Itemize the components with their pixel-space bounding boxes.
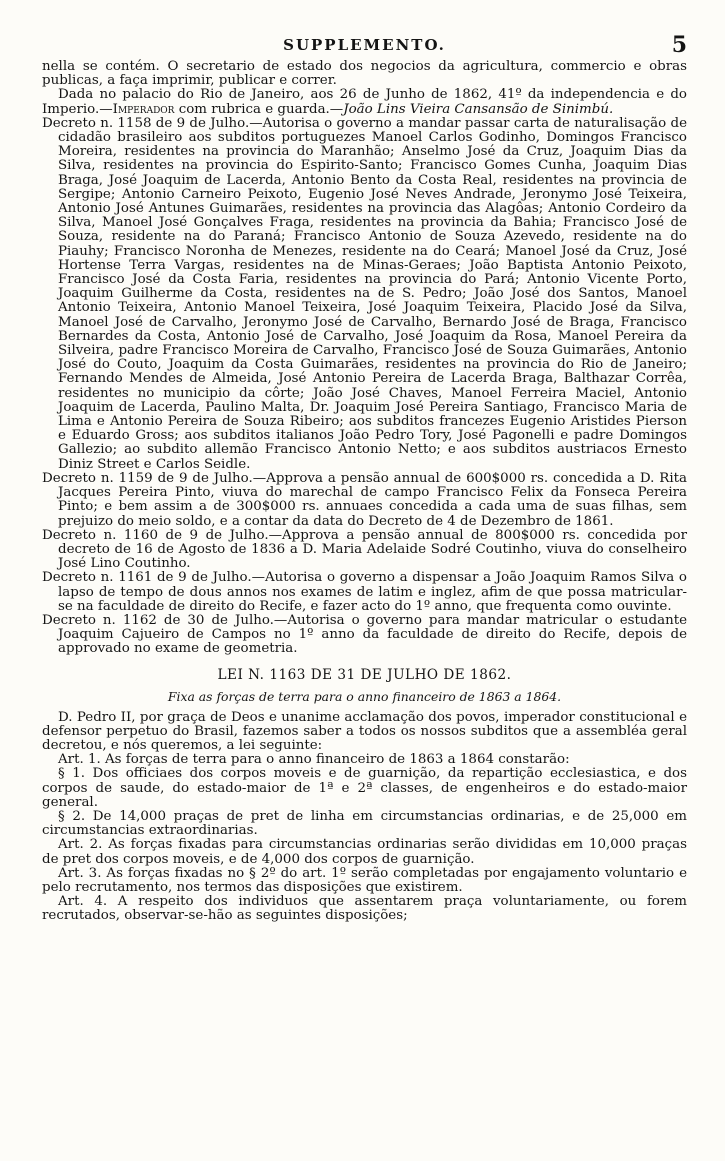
page-number: 5 <box>671 32 687 58</box>
running-title: SUPPLEMENTO. <box>283 36 446 54</box>
lei-article-4: Art. 4. A respeito dos individuos que assentarem praça voluntariamente, ou forem recrutados, observar-se-hão as seguintes disposições; <box>42 894 687 924</box>
rubrica-text: com rubrica e guarda.— <box>174 101 344 117</box>
imperador-signature: Imperador <box>112 101 175 117</box>
lei-preamble: D. Pedro II, por graça de Deos e unanime acclamação dos povos, imperador constitucional e defensor perpetuo do Brasil, fazemos saber a todos os nossos subditos que a assembléa geral decretou, e nós queremos, a lei seguinte: <box>42 709 687 753</box>
lei-article-3: Art. 3. As forças fixadas no § 2º do art. 1º serão completadas por engajamento voluntario e pelo recrutamento, nos termos das disposições que existirem. <box>42 865 687 895</box>
decree-1162: Decreto n. 1162 de 30 de Julho.—Autorisa o governo para mandar matricular o estudante Joaquim Cajueiro de Campos no 1º anno da faculdade de direito do Recife, depois de approvado no exame de geometria. <box>42 612 687 657</box>
decree-1159: Decreto n. 1159 de 9 de Julho.—Approva a pensão annual de 600$000 rs. concedida a D. Rita Jacques Pereira Pinto, viuva do marechal de campo Francisco Felix da Fonseca Pereira Pinto; e bem assim a de 300$000 rs. annuaes concedida a cada uma de suas filhas, sem prejuizo do meio soldo, e a contar da data do Decreto de 4 de Dezembro de 1861. <box>42 470 687 529</box>
dada-paragraph <box>42 88 687 116</box>
minister-signature: João Lins Vieira Cansansão de Sinimbú. <box>343 101 614 117</box>
page-header <box>42 34 687 60</box>
lei-article-2: Art. 2. As forças fixadas para circumstancias ordinarias serão divididas em 10,000 praças de pret dos corpos moveis, e de 4,000 dos corpos de guarnição. <box>42 837 687 867</box>
decree-1161: Decreto n. 1161 de 9 de Julho.—Autorisa o governo a dispensar a João Joaquim Ramos Silva o lapso de tempo de dous annos nos exames de latim e inglez, afim de que possa matricular-se na faculdade de direito do Recife, e fazer acto do 1º anno, que frequenta como ouvinte. <box>42 570 687 614</box>
intro-paragraph: nella se contém. O secretario de estado dos negocios da agricultura, commercio e obras publicas, a faça imprimir, publicar e correr. <box>42 59 687 89</box>
lei-article-1-para-1: § 1. Dos officiaes dos corpos moveis e de guarnição, da repartição ecclesiastica, e dos corpos de saude, do estado-maior de 1ª e 2ª classes, de engenheiros e do estado-maior general. <box>42 766 687 810</box>
dada-text: Dada no palacio do Rio de Janeiro, aos 26 de Junho de 1862, 41º da independencia e do Imperio.— <box>42 87 687 117</box>
lei-subtitle: Fixa as forças de terra para o anno financeiro de 1863 a 1864. <box>167 688 562 704</box>
decree-1160: Decreto n. 1160 de 9 de Julho.—Approva a pensão annual de 800$000 rs. concedida por decreto de 16 de Agosto de 1836 a D. Maria Adelaide Sodré Coutinho, viuva do conselheiro José Lino Coutinho. <box>42 527 687 572</box>
lei-article-1-para-2: § 2. De 14,000 praças de pret de linha em circumstancias ordinarias, e de 25,000 em circumstancias extraordinarias. <box>42 808 687 839</box>
lei-title: LEI N. 1163 DE 31 DE JULHO DE 1862. <box>217 666 512 683</box>
lei-article-1: Art. 1. As forças de terra para o anno financeiro de 1863 a 1864 constarão: <box>58 752 570 768</box>
decree-1158: Decreto n. 1158 de 9 de Julho.—Autorisa o governo a mandar passar carta de naturalisação de cidadão brasileiro aos subditos portuguezes Manoel Carlos Godinho, Domingos Francisco Moreira, residentes na provincia do Maranhão; Anselmo José da Cruz, Joaquim Dias da Silva, residentes na provincia do Espirito-Santo; Francisco Gomes Cunha, Joaquim Dias Braga, José Joaquim de Lacerda, Antonio Bento da Costa Real, residentes na provincia de Sergipe; Antonio Carneiro Peixoto, Eugenio José Neves Andrade, Jeronymo José Teixeira, Antonio José Antunes Guimarães, residentes na provincia das Alagôas; Antonio Cordeiro da Silva, Manoel José Gonçalves Fraga, residentes na provincia da Bahia; Francisco José de Souza, residente na do Paraná; Francisco Antonio de Souza Azevedo, residente na do Piauhy; Francisco Noronha de Menezes, residente na do Ceará; Manoel José da Cruz, José Hortense Terra Vargas, residentes na de Minas-Geraes; João Baptista Antonio Peixoto, Francisco José da Costa Faria, residentes na provincia do Pará; Antonio Vicente Porto, Joaquim Guilherme da Costa, residentes na de S. Pedro; João José dos Santos, Manoel Antonio Teixeira, Antonio Manoel Teixeira, José Joaquim Teixeira, Placido José da Silva, Manoel José de Carvalho, Jeronymo José de Carvalho, Bernardo José de Braga, Francisco Bernardes da Costa, Antonio José de Carvalho, José Joaquim da Rosa, Manoel Pereira da Silveira, padre Francisco Moreira de Carvalho, Francisco José de Souza Guimarães, Antonio José do Couto, Joaquim da Costa Guimarães, residentes na provincia do Rio de Janeiro; Fernando Mendes de Almeida, José Antonio Pereira de Lacerda Braga, Balthazar Corrêa, residentes no municipio da côrte; João José Chaves, Manoel Ferreira Maciel, Antonio Joaquim de Lacerda, Paulino Malta, Dr. Joaquim José Pereira Santiago, Francisco Maria de Lima e Antonio Pereira de Souza Ribeiro; aos subditos francezes Eugenio Aristides Pierson e Eduardo Gross; aos subditos italianos João Pedro Tory, José Pagonelli e padre Domingos Gallezio; ao subdito allemão Francisco Antonio Netto; e aos subditos austriacos Ernesto Diniz Street e Carlos Seidle. <box>42 115 687 472</box>
